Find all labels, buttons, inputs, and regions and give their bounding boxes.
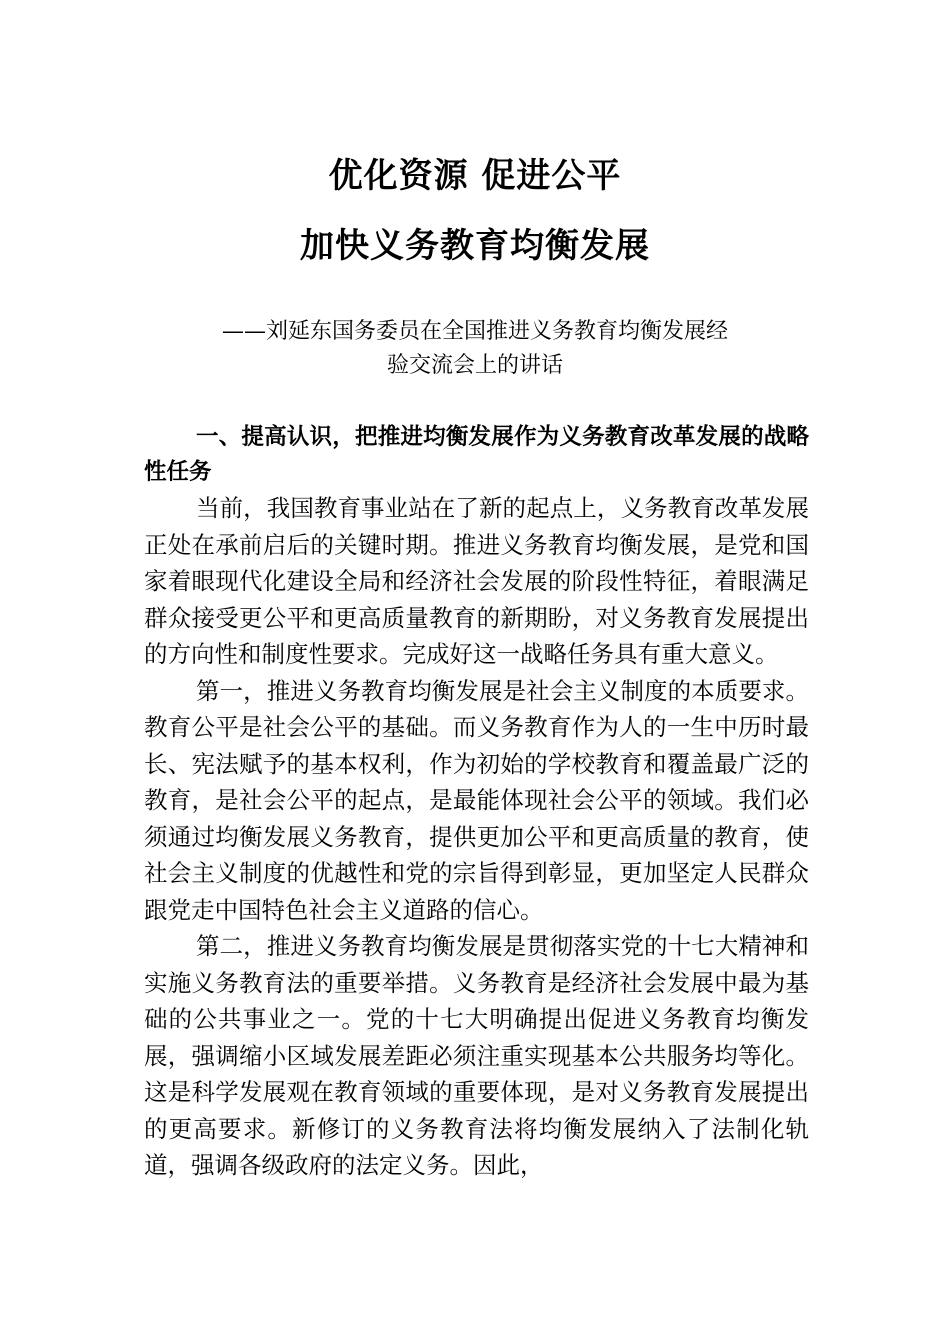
body-paragraph-2: 第一，推进义务教育均衡发展是社会主义制度的本质要求。教育公平是社会公平的基础。而义务教育作为人的一生中历时最长、宪法赋予的基本权利，作为初始的学校教育和覆盖最广泛的教育，是社会公平的起点，是最能体现社会公平的领域。我们必须通过均衡发展义务教育，提供更加公平和更高质量的教育，使社会主义制度的优越性和党的宗旨得到彰显，更加坚定人民群众跟党走中国特色社会主义道路的信心。 [144,676,809,924]
body-paragraph-3: 第二，推进义务教育均衡发展是贯彻落实党的十七大精神和实施义务教育法的重要举措。义务教育是经济社会发展中最为基础的公共事业之一。党的十七大明确提出促进义务教育均衡发展，强调缩小区域发展差距必须注重实现基本公共服务均等化。这是科学发展观在教育领域的重要体现，是对义务教育发展提出的更高要求。新修订的义务教育法将均衡发展纳入了法制化轨道，强调各级政府的法定义务。因此， [144,932,809,1179]
document-subtitle-line-1: ——刘延东国务委员在全国推进义务教育均衡发展经 [221,319,728,344]
document-title-line-2: 加快义务教育均衡发展 [300,226,650,266]
body-paragraph-1: 当前，我国教育事业站在了新的起点上，义务教育改革发展正处在承前启后的关键时期。推进义务教育均衡发展，是党和国家着眼现代化建设全局和经济社会发展的阶段性特征，着眼满足群众接受更公平和更高质量教育的新期盼，对义务教育发展提出的方向性和制度性要求。完成好这一战略任务具有重大意义。 [144,494,809,668]
document-title-line-1: 优化资源 促进公平 [328,156,622,196]
document-body [144,420,809,1184]
document-subtitle-line-2: 验交流会上的讲话 [386,353,563,378]
section-heading: 一、提高认识，把推进均衡发展作为义务教育改革发展的战略性任务 [144,424,809,485]
